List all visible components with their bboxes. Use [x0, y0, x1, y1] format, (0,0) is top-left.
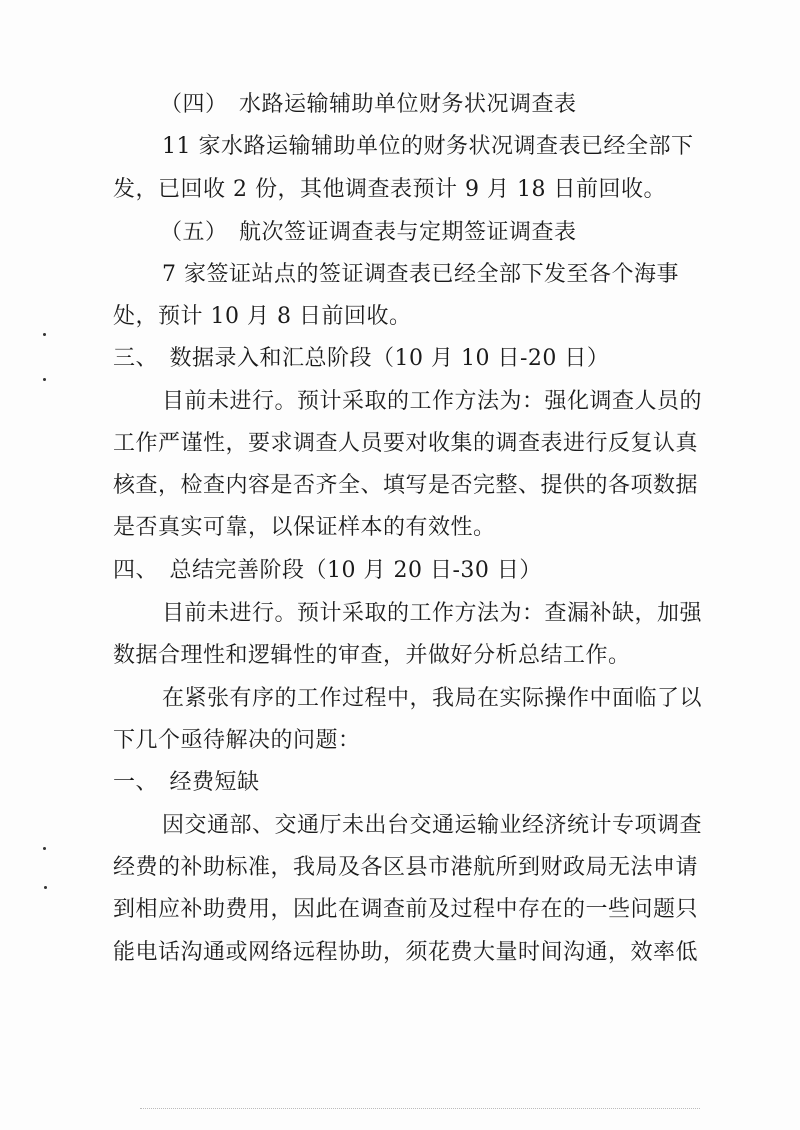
- paragraph-line: 7 家签证站点的签证调查表已经全部下发至各个海事: [162, 262, 679, 287]
- scan-artifact: [43, 847, 46, 850]
- section-heading-4: （四） 水路运输辅助单位财务状况调查表: [160, 92, 577, 117]
- paragraph-line: 下几个亟待解决的问题：: [113, 728, 361, 753]
- section-heading-1: 一、 经费短缺: [113, 770, 260, 795]
- paragraph-line: 在紧张有序的工作过程中，我局在实际操作中面临了以: [162, 686, 703, 711]
- paragraph-line: 目前未进行。预计采取的工作方法为：强化调查人员的: [162, 389, 703, 414]
- paragraph-line: 经费的补助标准，我局及各区县市港航所到财政局无法申请: [113, 855, 699, 880]
- scan-artifact: [140, 1108, 700, 1109]
- paragraph-line: 数据合理性和逻辑性的审查，并做好分析总结工作。: [113, 643, 631, 668]
- scan-artifact: [43, 333, 46, 336]
- section-heading-5: （五） 航次签证调查表与定期签证调查表: [160, 220, 577, 245]
- section-heading-3: 三、 数据录入和汇总阶段（10 月 10 日-20 日）: [113, 346, 610, 371]
- paragraph-line: 处，预计 10 月 8 日前回收。: [113, 304, 412, 329]
- paragraph-line: 发，已回收 2 份，其他调查表预计 9 月 18 日前回收。: [113, 177, 666, 202]
- paragraph-line: 是否真实可靠，以保证样本的有效性。: [113, 515, 496, 540]
- paragraph-line: 11 家水路运输辅助单位的财务状况调查表已经全部下: [162, 134, 694, 159]
- paragraph-line: 目前未进行。预计采取的工作方法为：查漏补缺，加强: [162, 601, 703, 626]
- paragraph-line: 工作严谨性，要求调查人员要对收集的调查表进行反复认真: [113, 431, 699, 456]
- section-heading-4-summary: 四、 总结完善阶段（10 月 20 日-30 日）: [113, 558, 542, 583]
- scan-artifact: [44, 886, 47, 889]
- paragraph-line: 因交通部、交通厅未出台交通运输业经济统计专项调查: [162, 813, 703, 838]
- scan-artifact: [43, 378, 46, 381]
- paragraph-line: 到相应补助费用，因此在调查前及过程中存在的一些问题只: [113, 897, 699, 922]
- paragraph-line: 核查，检查内容是否齐全、填写是否完整、提供的各项数据: [113, 473, 699, 498]
- paragraph-line: 能电话沟通或网络远程协助，须花费大量时间沟通，效率低: [113, 940, 699, 965]
